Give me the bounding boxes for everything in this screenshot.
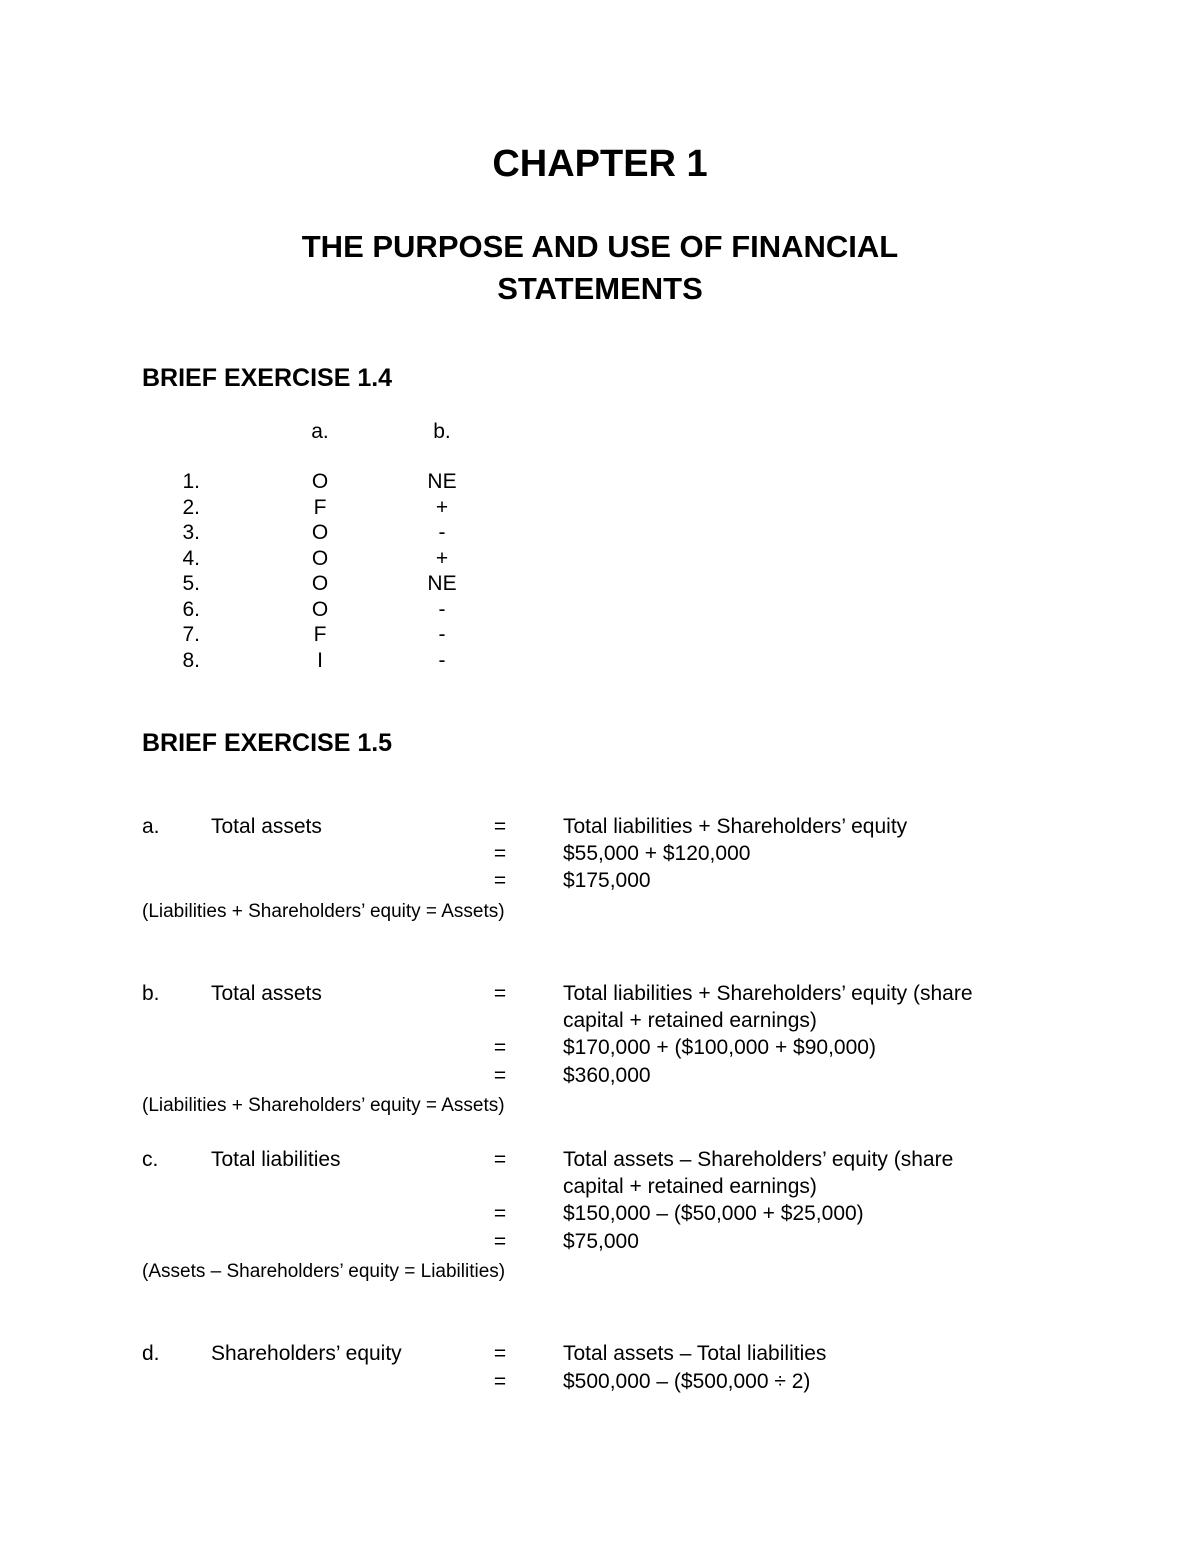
equals-sign: = xyxy=(493,1230,507,1253)
equals-sign: = xyxy=(493,1370,507,1393)
row-answer-a: F xyxy=(313,623,327,646)
part-note: (Liabilities + Shareholders’ equity = Assets) xyxy=(142,901,505,922)
equals-sign: = xyxy=(493,842,507,865)
row-answer-a: O xyxy=(311,521,329,544)
equals-sign: = xyxy=(493,1342,507,1365)
row-answer-a: O xyxy=(311,547,329,570)
row-answer-b: + xyxy=(435,496,449,519)
row-answer-b: NE xyxy=(427,470,457,493)
equation-lhs: Shareholders’ equity xyxy=(211,1342,402,1365)
row-answer-b: - xyxy=(438,521,446,544)
row-number: 6. xyxy=(182,598,200,621)
row-number: 3. xyxy=(182,521,200,544)
equals-sign: = xyxy=(493,982,507,1005)
row-number: 2. xyxy=(182,496,200,519)
equation-rhs: $175,000 xyxy=(563,869,651,892)
row-number: 5. xyxy=(182,572,200,595)
row-answer-b: - xyxy=(438,598,446,621)
equation-lhs: Total liabilities xyxy=(211,1148,341,1171)
part-letter: a. xyxy=(142,815,160,838)
row-answer-b: - xyxy=(438,623,446,646)
row-answer-a: I xyxy=(317,649,323,672)
equation-rhs: capital + retained earnings) xyxy=(563,1009,817,1032)
part-letter: b. xyxy=(142,982,160,1005)
column-header-b: b. xyxy=(433,420,451,443)
equation-rhs: Total assets – Shareholders’ equity (share xyxy=(563,1148,954,1171)
equation-rhs: $500,000 – ($500,000 ÷ 2) xyxy=(563,1370,811,1393)
equals-sign: = xyxy=(493,815,507,838)
equation-rhs: $360,000 xyxy=(563,1064,651,1087)
row-answer-a: O xyxy=(311,470,329,493)
equation-rhs: $75,000 xyxy=(563,1230,639,1253)
row-answer-a: O xyxy=(311,572,329,595)
document-title xyxy=(0,226,1200,310)
equation-rhs: $150,000 – ($50,000 + $25,000) xyxy=(563,1202,864,1225)
row-number: 1. xyxy=(182,470,200,493)
part-letter: d. xyxy=(142,1342,160,1365)
row-answer-a: O xyxy=(311,598,329,621)
document-title-line-1: THE PURPOSE AND USE OF FINANCIAL xyxy=(301,229,899,264)
equals-sign: = xyxy=(493,1064,507,1087)
equation-rhs: Total assets – Total liabilities xyxy=(563,1342,827,1365)
equation-lhs: Total assets xyxy=(211,815,322,838)
chapter-title: CHAPTER 1 xyxy=(492,143,708,185)
brief-exercise-1-5-heading: BRIEF EXERCISE 1.5 xyxy=(142,729,393,757)
equals-sign: = xyxy=(493,1036,507,1059)
equation-rhs: $170,000 + ($100,000 + $90,000) xyxy=(563,1036,876,1059)
part-note: (Liabilities + Shareholders’ equity = Assets) xyxy=(142,1095,505,1116)
document-title-line-2: STATEMENTS xyxy=(497,271,703,306)
row-answer-a: F xyxy=(313,496,327,519)
equals-sign: = xyxy=(493,1202,507,1225)
column-header-a: a. xyxy=(311,420,329,443)
row-answer-b: NE xyxy=(427,572,457,595)
equation-rhs: capital + retained earnings) xyxy=(563,1175,817,1198)
equation-rhs: Total liabilities + Shareholders’ equity (share xyxy=(563,982,973,1005)
row-number: 8. xyxy=(182,649,200,672)
equation-rhs: $55,000 + $120,000 xyxy=(563,842,751,865)
row-number: 7. xyxy=(182,623,200,646)
equation-rhs: Total liabilities + Shareholders’ equity xyxy=(563,815,908,838)
part-note: (Assets – Shareholders’ equity = Liabilities) xyxy=(142,1261,506,1282)
part-letter: c. xyxy=(142,1148,159,1171)
brief-exercise-1-4-heading: BRIEF EXERCISE 1.4 xyxy=(142,364,393,392)
row-answer-b: - xyxy=(438,649,446,672)
row-answer-b: + xyxy=(435,547,449,570)
equals-sign: = xyxy=(493,1148,507,1171)
equation-lhs: Total assets xyxy=(211,982,322,1005)
row-number: 4. xyxy=(182,547,200,570)
equals-sign: = xyxy=(493,869,507,892)
